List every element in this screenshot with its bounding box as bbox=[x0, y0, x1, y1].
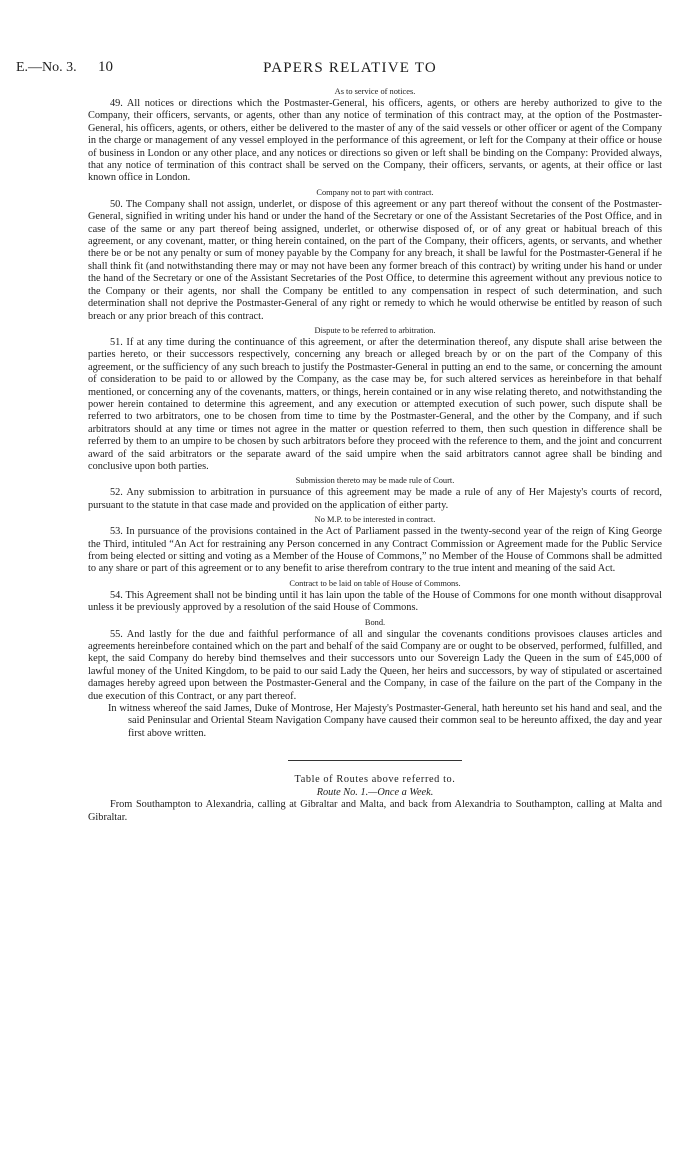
marginal-note: Bond. bbox=[364, 617, 386, 627]
marginal-note: Contract to be laid on table of House of Commons. bbox=[289, 578, 461, 588]
marginal-note: As to service of notices. bbox=[334, 87, 416, 96]
marginal-note: Submission thereto may be made rule of Court. bbox=[295, 476, 455, 486]
clause-49: 49. All notices or directions which the Postmaster-General, his officers, agents, or others are hereby authorized to give to the Company, their officers, servants, or agents, other than any notice of termination of this contract may, at the option of the Postmaster-General, his officers, agents, or others, either be delivered to the master of any of the said vessels or other officer or agent of the Company in the charge or management of any vessel employed in the performance of this agreement, or left for the Company at their office or house of business in London or any other place, and any notices or directions so given or left shall be binding on the Company: Provided always, that any notice of termination of this contract shall be served on the Company, their officers, servants, or agents, at their office or last known office in London. bbox=[88, 98, 662, 184]
routes-table-title: Table of Routes above referred to. bbox=[294, 774, 456, 786]
running-title: PAPERS RELATIVE TO bbox=[263, 60, 437, 76]
witness-text: In witness whereof the said James, Duke of Montrose, Her Majesty's Postmaster-General, hath hereunto set his hand and seal, and the said Peninsular and Oriental Steam Navigation Company have caused their common seal to be hereunto affixed, the day and year first above written. bbox=[108, 703, 662, 739]
document-reference: E.—No. 3. bbox=[16, 60, 77, 75]
page-number: 10 bbox=[98, 59, 113, 75]
clause-50: 50. The Company shall not assign, underlet, or dispose of this agreement or any part thereof without the consent of the Postmaster-General, signified in writing under his hand or under the hand of the Secretary or one of the Assistant Secretaries of the Post Office, and in case of the same or any part thereof being assigned, underlet, or otherwise disposed of, or of any great or habitual breach of this agreement, or any covenant, matter, or thing herein contained, on the part of the Company, their officers, agents, or servants, and whether there be or be not any penalty or sum of money payable by the Company for any breach, it shall be lawful for the Postmaster-General if he shall think fit (and notwithstanding there may or may not have been any former breach of this contract) by writing under his hand or under the hand of the Secretary or one of the Assistant Secretaries of the Post Office, to determine this agreement without any previous notice to the Company or their agents, nor shall the Company be entitled to any compensation in respect of such determination, and such determination shall not deprive the Postmaster-General of any right or remedy to which he would otherwise be entitled by reason of such breach or any prior breach of this contract. bbox=[88, 198, 662, 322]
page-header bbox=[16, 60, 684, 82]
clause-54: 54. This Agreement shall not be binding until it has lain upon the table of the House of Commons for one month without disapproval unless it be previously approved by a resolution of the said House of Commons. bbox=[88, 589, 662, 614]
route-1-heading: Route No. 1.—Once a Week. bbox=[316, 786, 434, 798]
marginal-note: Company not to part with contract. bbox=[316, 187, 434, 197]
marginal-note: No M.P. to be interested in contract. bbox=[314, 515, 436, 525]
clause-52: 52. Any submission to arbitration in pursuance of this agreement may be made a rule of any of Her Majesty's courts of record, pursuant to the statute in that case made and provided on the application of either party. bbox=[88, 487, 662, 511]
witness-clause bbox=[108, 703, 662, 740]
clause-53: 53. In pursuance of the provisions contained in the Act of Parliament passed in the twenty-second year of the reign of King George the Third, intituled “An Act for restraining any Person concerned in any Contract Commission or Agreement made for the Public Service from being elected or sitting and voting as a Member of the House of Commons,” no Member of the House of Commons shall be admitted to any share or part of this agreement or to any benefit to arise therefrom contrary to the true intent and meaning of the said Act. bbox=[88, 526, 662, 575]
clause-55: 55. And lastly for the due and faithful performance of all and singular the covenants conditions provisoes clauses articles and agreements hereinbefore contained which on the part and behalf of the said Company are or ought to be observed, performed, fulfilled, and kept, the said Company do hereby bind themselves and their successors unto our Sovereign Lady the Queen in the sum of £45,000 of lawful money of the United Kingdom, to be paid to our said Lady the Queen, her heirs and successors, by way of stipulated or ascertained damages hereby agreed upon between the Postmaster-General and the Company, in case of the failure on the part of the Company in the due execution of this Contract, or any part thereof. bbox=[88, 628, 662, 702]
clause-51: 51. If at any time during the continuance of this agreement, or after the determination thereof, any dispute shall arise between the parties hereto, or their successors respectively, concerning any breach or alleged breach by or on the part of the Company of this agreement, or the sufficiency of any such breach to justify the Postmaster-General in putting an end to the same, or concerning the amount of consideration to be paid to or allowed by the Company, as the case may be, for such altered services as hereinbefore in that behalf mentioned, or concerning any of the covenants, matters, or things, herein contained or in any wise relating thereto, and notwithstanding the power herein contained to determine this agreement, and any execution or attempted execution of such power, such dispute shall be referred to two arbitrators, one to be chosen from time to time by the Postmaster-General, and the other by the Company, and if such arbitrators should at any time or times not agree in the matter or question referred to them, then such question in difference shall be referred by them to an umpire to be chosen by such arbitrators before they proceed with the reference to them, and the joint and concurrent award of the said arbitrators or the separate award of the said umpire when the said arbitrators cannot agree shall be binding and conclusive upon both parties. bbox=[88, 336, 662, 472]
document-body bbox=[88, 84, 662, 824]
route-1-description: From Southampton to Alexandria, calling at Gibraltar and Malta, and back from Alexandria to Southampton, calling at Malta and Gibraltar. bbox=[88, 799, 662, 823]
section-divider bbox=[288, 760, 462, 761]
marginal-note: Dispute to be referred to arbitration. bbox=[314, 325, 436, 335]
